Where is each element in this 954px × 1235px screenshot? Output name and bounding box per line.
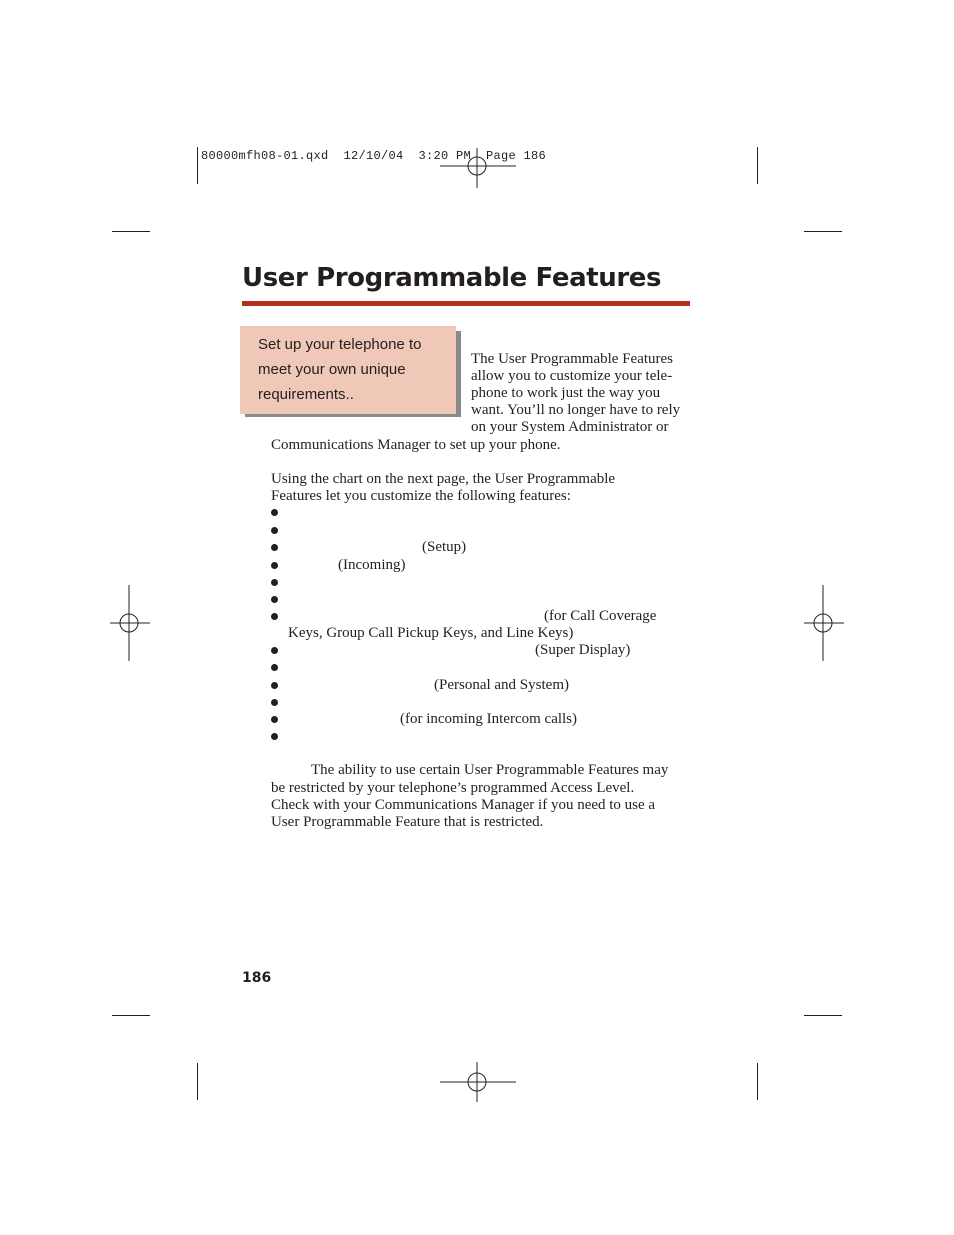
page-number: 186 — [242, 970, 272, 986]
crop-mark — [757, 1063, 758, 1100]
registration-mark-icon — [440, 1062, 516, 1102]
registration-mark-icon — [804, 585, 844, 661]
note-line: The ability to use certain User Programmable Features may — [311, 762, 669, 778]
note-line: be restricted by your telephone’s programmed Access Level. — [271, 780, 635, 796]
crop-mark — [112, 1015, 150, 1016]
bullet-icon — [271, 527, 278, 534]
crop-mark — [197, 147, 198, 184]
bullet-icon — [271, 733, 278, 740]
bullet-annotation: (Personal and System) — [434, 677, 569, 693]
bullet-icon — [271, 699, 278, 706]
chart-intro-line: Using the chart on the next page, the User Programmable — [271, 471, 616, 487]
slug-line: 80000mfh08-01.qxd 12/10/04 3:20 PM Page 186 — [201, 149, 547, 163]
crop-mark — [112, 231, 150, 232]
title-rule — [242, 301, 690, 306]
bullet-icon — [271, 579, 278, 586]
registration-mark-icon — [440, 148, 516, 188]
bullet-icon — [271, 682, 278, 689]
bullet-icon — [271, 544, 278, 551]
note-line: User Programmable Feature that is restricted. — [271, 814, 544, 830]
bullet-annotation: (for incoming Intercom calls) — [400, 711, 578, 727]
bullet-icon — [271, 647, 278, 654]
note-line: Check with your Communications Manager if you need to use a — [271, 797, 656, 813]
intro-line: allow you to customize your tele- — [471, 368, 673, 384]
intro-line: The User Programmable Features — [471, 351, 674, 367]
callout-box — [240, 326, 456, 414]
bullet-annotation: (Super Display) — [535, 642, 631, 658]
bullet-icon — [271, 509, 278, 516]
crop-mark — [197, 1063, 198, 1100]
chart-intro-line: Features let you customize the following features: — [271, 488, 571, 504]
bullet-icon — [271, 716, 278, 723]
bullet-annotation: (Setup) — [422, 539, 467, 555]
intro-line: on your System Administrator or — [471, 419, 669, 435]
callout-text: Set up your telephone to meet your own unique requirements.. — [258, 336, 422, 403]
bullet-icon — [271, 613, 278, 620]
crop-mark — [804, 231, 842, 232]
crop-mark — [757, 147, 758, 184]
registration-mark-icon — [110, 585, 150, 661]
intro-line: want. You’ll no longer have to rely — [471, 402, 681, 418]
bullet-icon — [271, 596, 278, 603]
page-title: User Programmable Features — [242, 263, 662, 293]
bullet-annotation: (Incoming) — [338, 557, 406, 573]
intro-line: Communications Manager to set up your phone. — [271, 437, 561, 453]
bullet-icon — [271, 664, 278, 671]
crop-mark — [804, 1015, 842, 1016]
bullet-icon — [271, 562, 278, 569]
intro-line: phone to work just the way you — [471, 385, 661, 401]
bullet-annotation: (for Call Coverage — [544, 608, 657, 624]
bullet-annotation: Keys, Group Call Pickup Keys, and Line Keys) — [288, 625, 574, 641]
